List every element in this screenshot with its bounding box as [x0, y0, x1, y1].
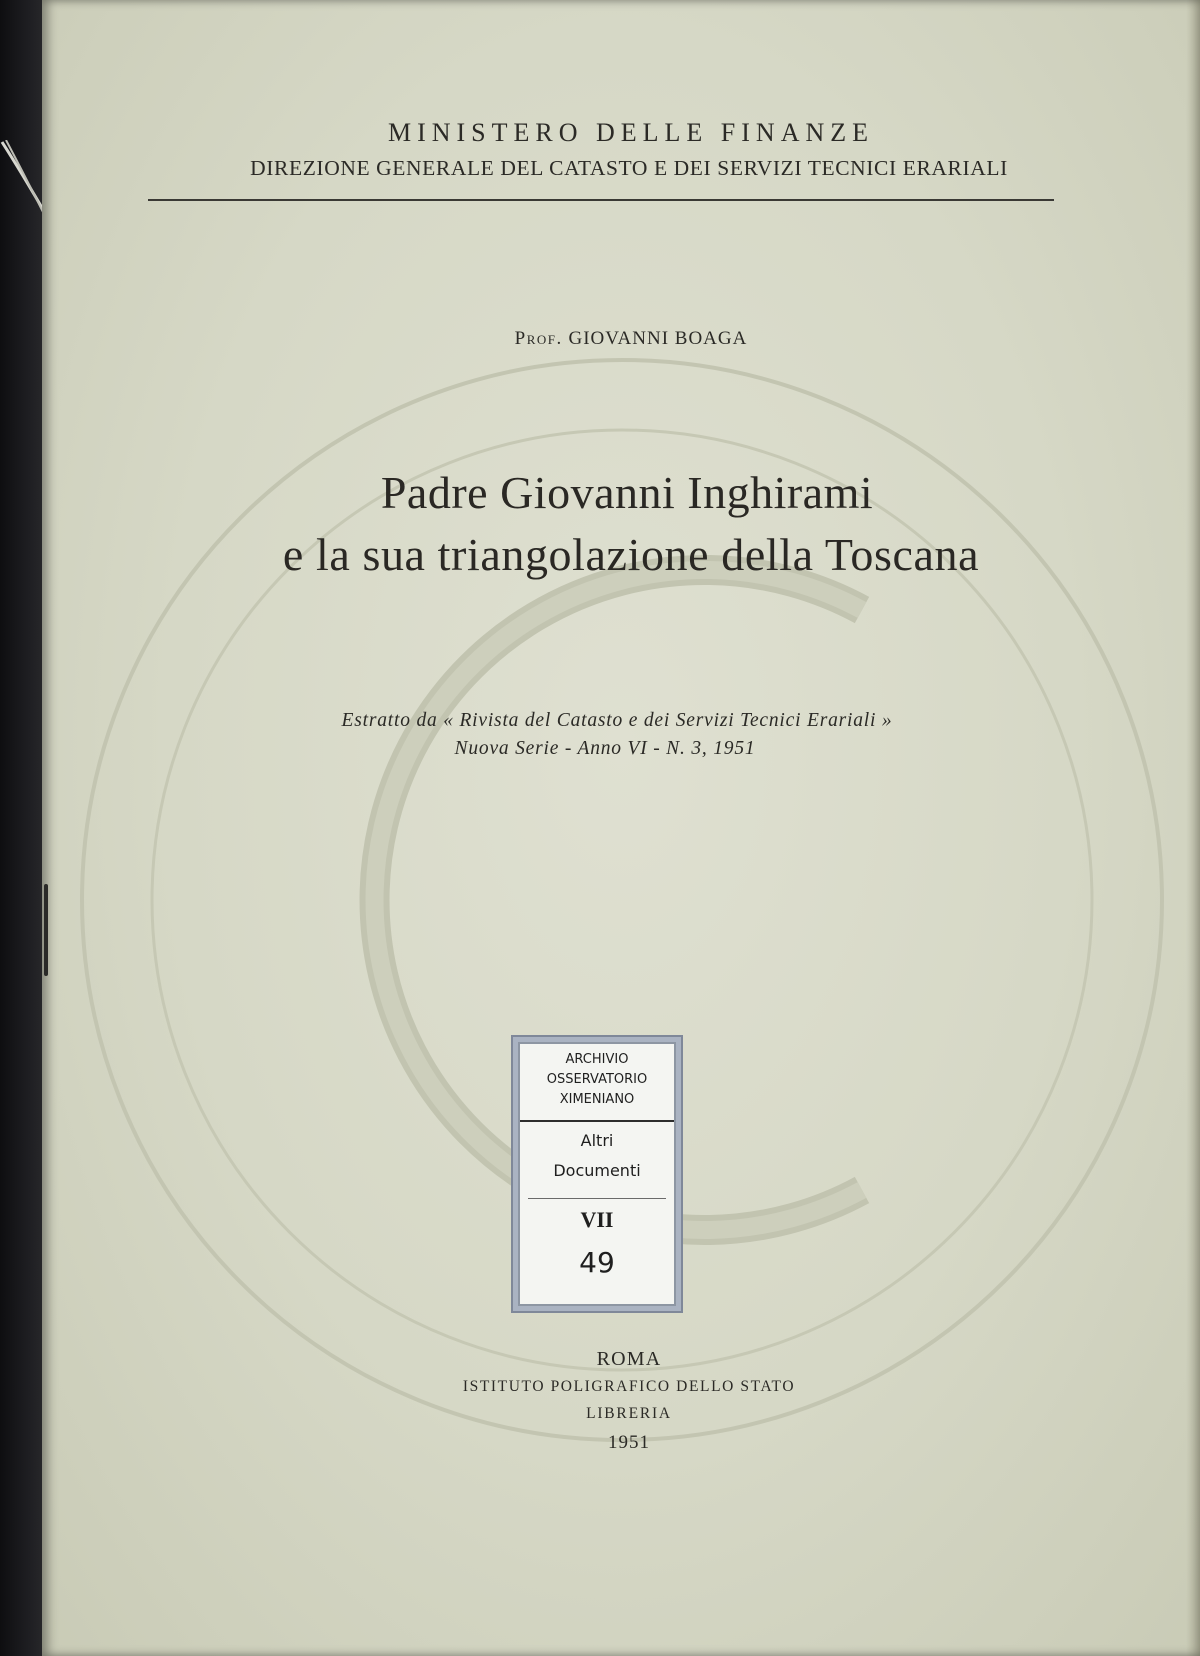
archive-label-line-1: ARCHIVIO [565, 1052, 629, 1067]
archive-label-line-3: XIMENIANO [559, 1092, 635, 1107]
extract-line-2: Nuova Serie - Anno VI - N. 3, 1951 [454, 738, 756, 759]
extract-line-1: Estratto da « Rivista del Catasto e dei Servizi Tecnici Erariali » [341, 710, 893, 731]
publication-year: 1951 [608, 1432, 650, 1453]
author-prefix: Prof. [514, 328, 563, 349]
author-line [52, 328, 1200, 350]
archive-category-line-2: Documenti [553, 1161, 641, 1180]
archive-label-category [520, 1124, 674, 1186]
header-rule [148, 199, 1054, 201]
title-line-2: e la sua triangolazione della Toscana [282, 529, 980, 580]
publisher-name: ISTITUTO POLIGRAFICO DELLO STATO [462, 1378, 796, 1395]
archive-label [518, 1042, 676, 1306]
staple [44, 884, 48, 976]
archive-label-header [520, 1044, 674, 1122]
binder-strip [0, 0, 48, 1656]
archive-label-divider [528, 1198, 666, 1199]
archive-number: 49 [579, 1246, 615, 1279]
archive-shelf: VII [580, 1207, 614, 1232]
title-line-1: Padre Giovanni Inghirami [380, 467, 874, 518]
archive-label-line-2: OSSERVATORIO [546, 1072, 648, 1087]
archive-category-line-1: Altri [580, 1131, 614, 1150]
publisher-city: ROMA [596, 1348, 662, 1370]
author-name: GIOVANNI BOAGA [568, 328, 748, 349]
publisher-shop: LIBRERIA [586, 1405, 672, 1422]
ministry-heading: MINISTERO DELLE FINANZE [387, 118, 875, 147]
direction-heading: DIREZIONE GENERALE DEL CATASTO E DEI SERVIZI TECNICI ERARIALI [250, 156, 1008, 180]
